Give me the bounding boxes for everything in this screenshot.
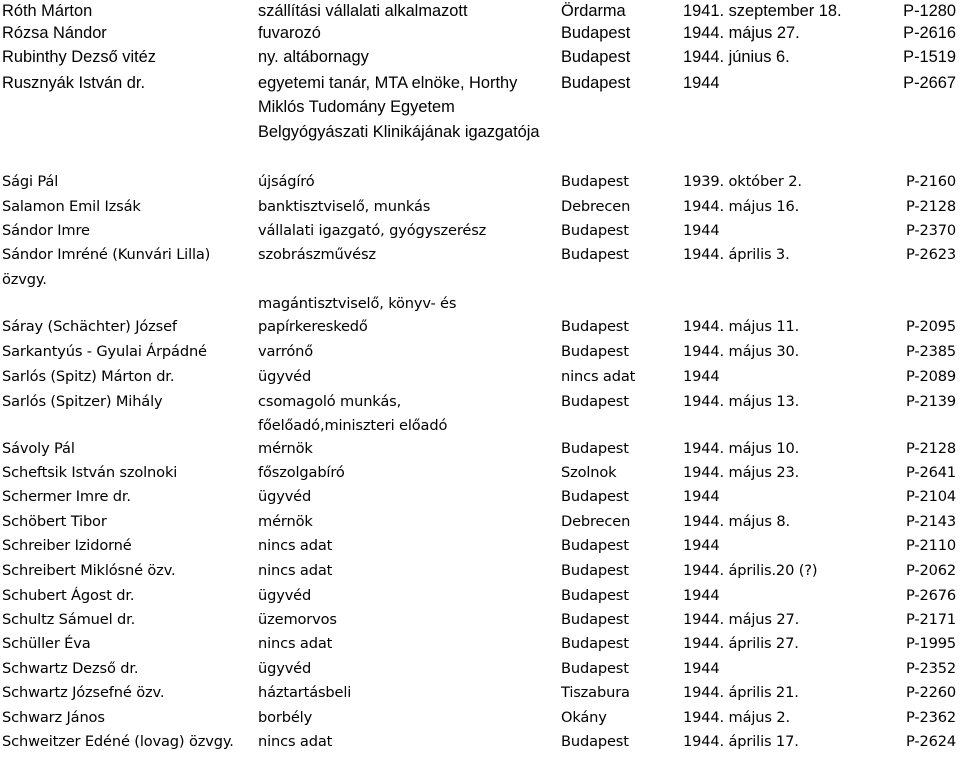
name-cell: Schultz Sámuel dr. [2,611,136,628]
place-cell: nincs adat [561,368,636,385]
name-cell: Schweitzer Edéné (lovag) özvgy. [2,733,234,750]
name-cell: Schubert Ágost dr. [2,587,135,604]
code-cell: P-2624 [906,733,956,750]
table-row [0,0,960,24]
name-cell: Scheftsik István szolnoki [2,464,178,481]
date-cell: 1939. október 2. [683,173,802,190]
name-cell: Sarkantyús - Gyulai Árpádné [2,343,207,360]
code-cell: P-2352 [906,660,956,677]
table-row [0,220,960,244]
occupation-cell: fuvarozó [258,24,321,42]
occupation-cell: varrónő [258,343,314,360]
place-cell: Budapest [561,393,629,410]
table-row [0,22,960,46]
place-cell: Budapest [561,488,629,505]
place-cell: Budapest [561,343,629,360]
code-cell: P-2110 [906,537,956,554]
date-cell: 1944. május 16. [683,198,800,215]
table-row [0,46,960,70]
code-cell: P-1995 [906,635,956,652]
name-cell: Róth Márton [2,2,93,20]
table-row [0,171,960,195]
occupation-cell: nincs adat [258,537,333,554]
date-cell: 1944. június 6. [683,48,790,66]
name-cell: Schöbert Tibor [2,513,107,530]
date-cell: 1944 [683,368,720,385]
date-cell: 1944. április.20 (?) [683,562,818,579]
table-row [0,462,960,486]
name-cell: Sarlós (Spitz) Márton dr. [2,368,175,385]
table-row [0,535,960,559]
occupation-cell: nincs adat [258,733,333,750]
date-cell: 1944 [683,537,720,554]
date-cell: 1944 [683,587,720,604]
occupation-cell: főszolgabíró [258,464,345,481]
table-row [0,731,960,755]
occupation-continuation: Miklós Tudomány Egyetem [258,98,455,116]
occupation-cell: ny. altábornagy [258,48,369,66]
place-cell: Budapest [561,635,629,652]
place-cell: Debrecen [561,198,631,215]
date-cell: 1944. május 30. [683,343,800,360]
code-cell: P-2171 [906,611,956,628]
name-cell: Sándor Imre [2,222,90,239]
code-cell: P-2095 [906,318,956,335]
table-row [0,316,960,340]
place-cell: Budapest [561,48,631,66]
table-row [0,438,960,462]
date-cell: 1944. május 13. [683,393,800,410]
place-cell: Tiszabura [561,684,630,701]
name-cell: Salamon Emil Izsák [2,198,141,215]
code-cell: P-2104 [906,488,956,505]
place-cell: Szolnok [561,464,617,481]
table-row [0,707,960,731]
place-cell: Ördarma [561,2,626,20]
occupation-cell: szobrászművész [258,246,376,263]
date-cell: 1944. április 21. [683,684,799,701]
name-cell: Rusznyák István dr. [2,74,146,92]
place-cell: Budapest [561,660,629,677]
date-cell: 1944. május 27. [683,611,800,628]
occupation-continuation: főelőadó,miniszteri előadó [258,417,448,434]
code-cell: P-2385 [906,343,956,360]
place-cell: Budapest [561,24,631,42]
occupation-cell: háztartásbeli [258,684,352,701]
table-row [0,341,960,365]
place-cell: Budapest [561,173,629,190]
place-cell: Budapest [561,222,629,239]
date-cell: 1944 [683,488,720,505]
occupation-cell: csomagoló munkás, [258,393,402,410]
table-row [0,682,960,706]
code-cell: P-2676 [906,587,956,604]
table-row [0,72,960,96]
occupation-cell: üzemorvos [258,611,337,628]
code-cell: P-2667 [903,74,956,92]
code-cell: P-2623 [906,246,956,263]
code-cell: P-2128 [906,198,956,215]
date-cell: 1944. május 27. [683,24,800,42]
table-row [0,633,960,657]
code-cell: P-2370 [906,222,956,239]
place-cell: Okány [561,709,607,726]
table-row [0,658,960,682]
name-cell: Sági Pál [2,173,59,190]
code-cell: P-2128 [906,440,956,457]
date-cell: 1944. április 3. [683,246,790,263]
date-cell: 1944 [683,222,720,239]
name-continuation: özvgy. [2,271,47,288]
date-cell: 1944. május 2. [683,709,790,726]
occupation-cell: szállítási vállalati alkalmazott [258,2,468,20]
occupation-cell: újságíró [258,173,315,190]
occupation-continuation: magántisztviselő, könyv- és [258,295,457,312]
date-cell: 1944 [683,660,720,677]
code-cell: P-2260 [906,684,956,701]
place-cell: Budapest [561,246,629,263]
occupation-cell: borbély [258,709,313,726]
table-row [0,585,960,609]
name-cell: Schwartz Józsefné özv. [2,684,165,701]
name-cell: Schüller Éva [2,635,91,652]
place-cell: Budapest [561,537,629,554]
occupation-cell: papírkereskedő [258,318,368,335]
place-cell: Budapest [561,611,629,628]
occupation-cell: ügyvéd [258,587,312,604]
code-cell: P-2089 [906,368,956,385]
date-cell: 1944 [683,74,720,92]
code-cell: P-2139 [906,393,956,410]
table-row [0,366,960,390]
occupation-cell: mérnök [258,513,313,530]
occupation-cell: egyetemi tanár, MTA elnöke, Horthy [258,74,518,92]
name-cell: Schreibert Miklósné özv. [2,562,176,579]
name-cell: Schreiber Izidorné [2,537,132,554]
name-cell: Schermer Imre dr. [2,488,131,505]
occupation-cell: ügyvéd [258,488,312,505]
date-cell: 1944. május 11. [683,318,800,335]
occupation-cell: nincs adat [258,562,333,579]
table-row [0,391,960,415]
date-cell: 1944. április 17. [683,733,799,750]
occupation-cell: nincs adat [258,635,333,652]
table-row [0,511,960,535]
date-cell: 1944. május 8. [683,513,790,530]
place-cell: Budapest [561,562,629,579]
code-cell: P-2160 [906,173,956,190]
place-cell: Budapest [561,587,629,604]
date-cell: 1944. április 27. [683,635,799,652]
place-cell: Budapest [561,74,631,92]
code-cell: P-2616 [903,24,956,42]
name-cell: Schwartz Dezső dr. [2,660,139,677]
occupation-cell: banktisztviselő, munkás [258,198,431,215]
name-cell: Sáray (Schächter) József [2,318,177,335]
name-cell: Rózsa Nándor [2,24,107,42]
name-cell: Schwarz János [2,709,105,726]
code-cell: P-2062 [906,562,956,579]
code-cell: P-2641 [906,464,956,481]
date-cell: 1941. szeptember 18. [683,2,842,20]
name-cell: Sarlós (Spitzer) Mihály [2,393,163,410]
occupation-cell: ügyvéd [258,368,312,385]
occupation-cell: ügyvéd [258,660,312,677]
code-cell: P-2362 [906,709,956,726]
place-cell: Budapest [561,318,629,335]
place-cell: Debrecen [561,513,631,530]
code-cell: P-1519 [903,48,956,66]
date-cell: 1944. május 23. [683,464,800,481]
table-row [0,486,960,510]
table-row [0,609,960,633]
table-row [0,196,960,220]
occupation-cell: mérnök [258,440,313,457]
name-cell: Rubinthy Dezső vitéz [2,48,156,66]
name-cell: Sávoly Pál [2,440,75,457]
occupation-cell: vállalati igazgató, gyógyszerész [258,222,487,239]
name-cell: Sándor Imréné (Kunvári Lilla) [2,246,211,263]
place-cell: Budapest [561,440,629,457]
table-row [0,560,960,584]
code-cell: P-2143 [906,513,956,530]
date-cell: 1944. május 10. [683,440,800,457]
code-cell: P-1280 [903,2,956,20]
table-row [0,244,960,268]
place-cell: Budapest [561,733,629,750]
occupation-continuation: Belgyógyászati Klinikájának igazgatója [258,123,540,141]
